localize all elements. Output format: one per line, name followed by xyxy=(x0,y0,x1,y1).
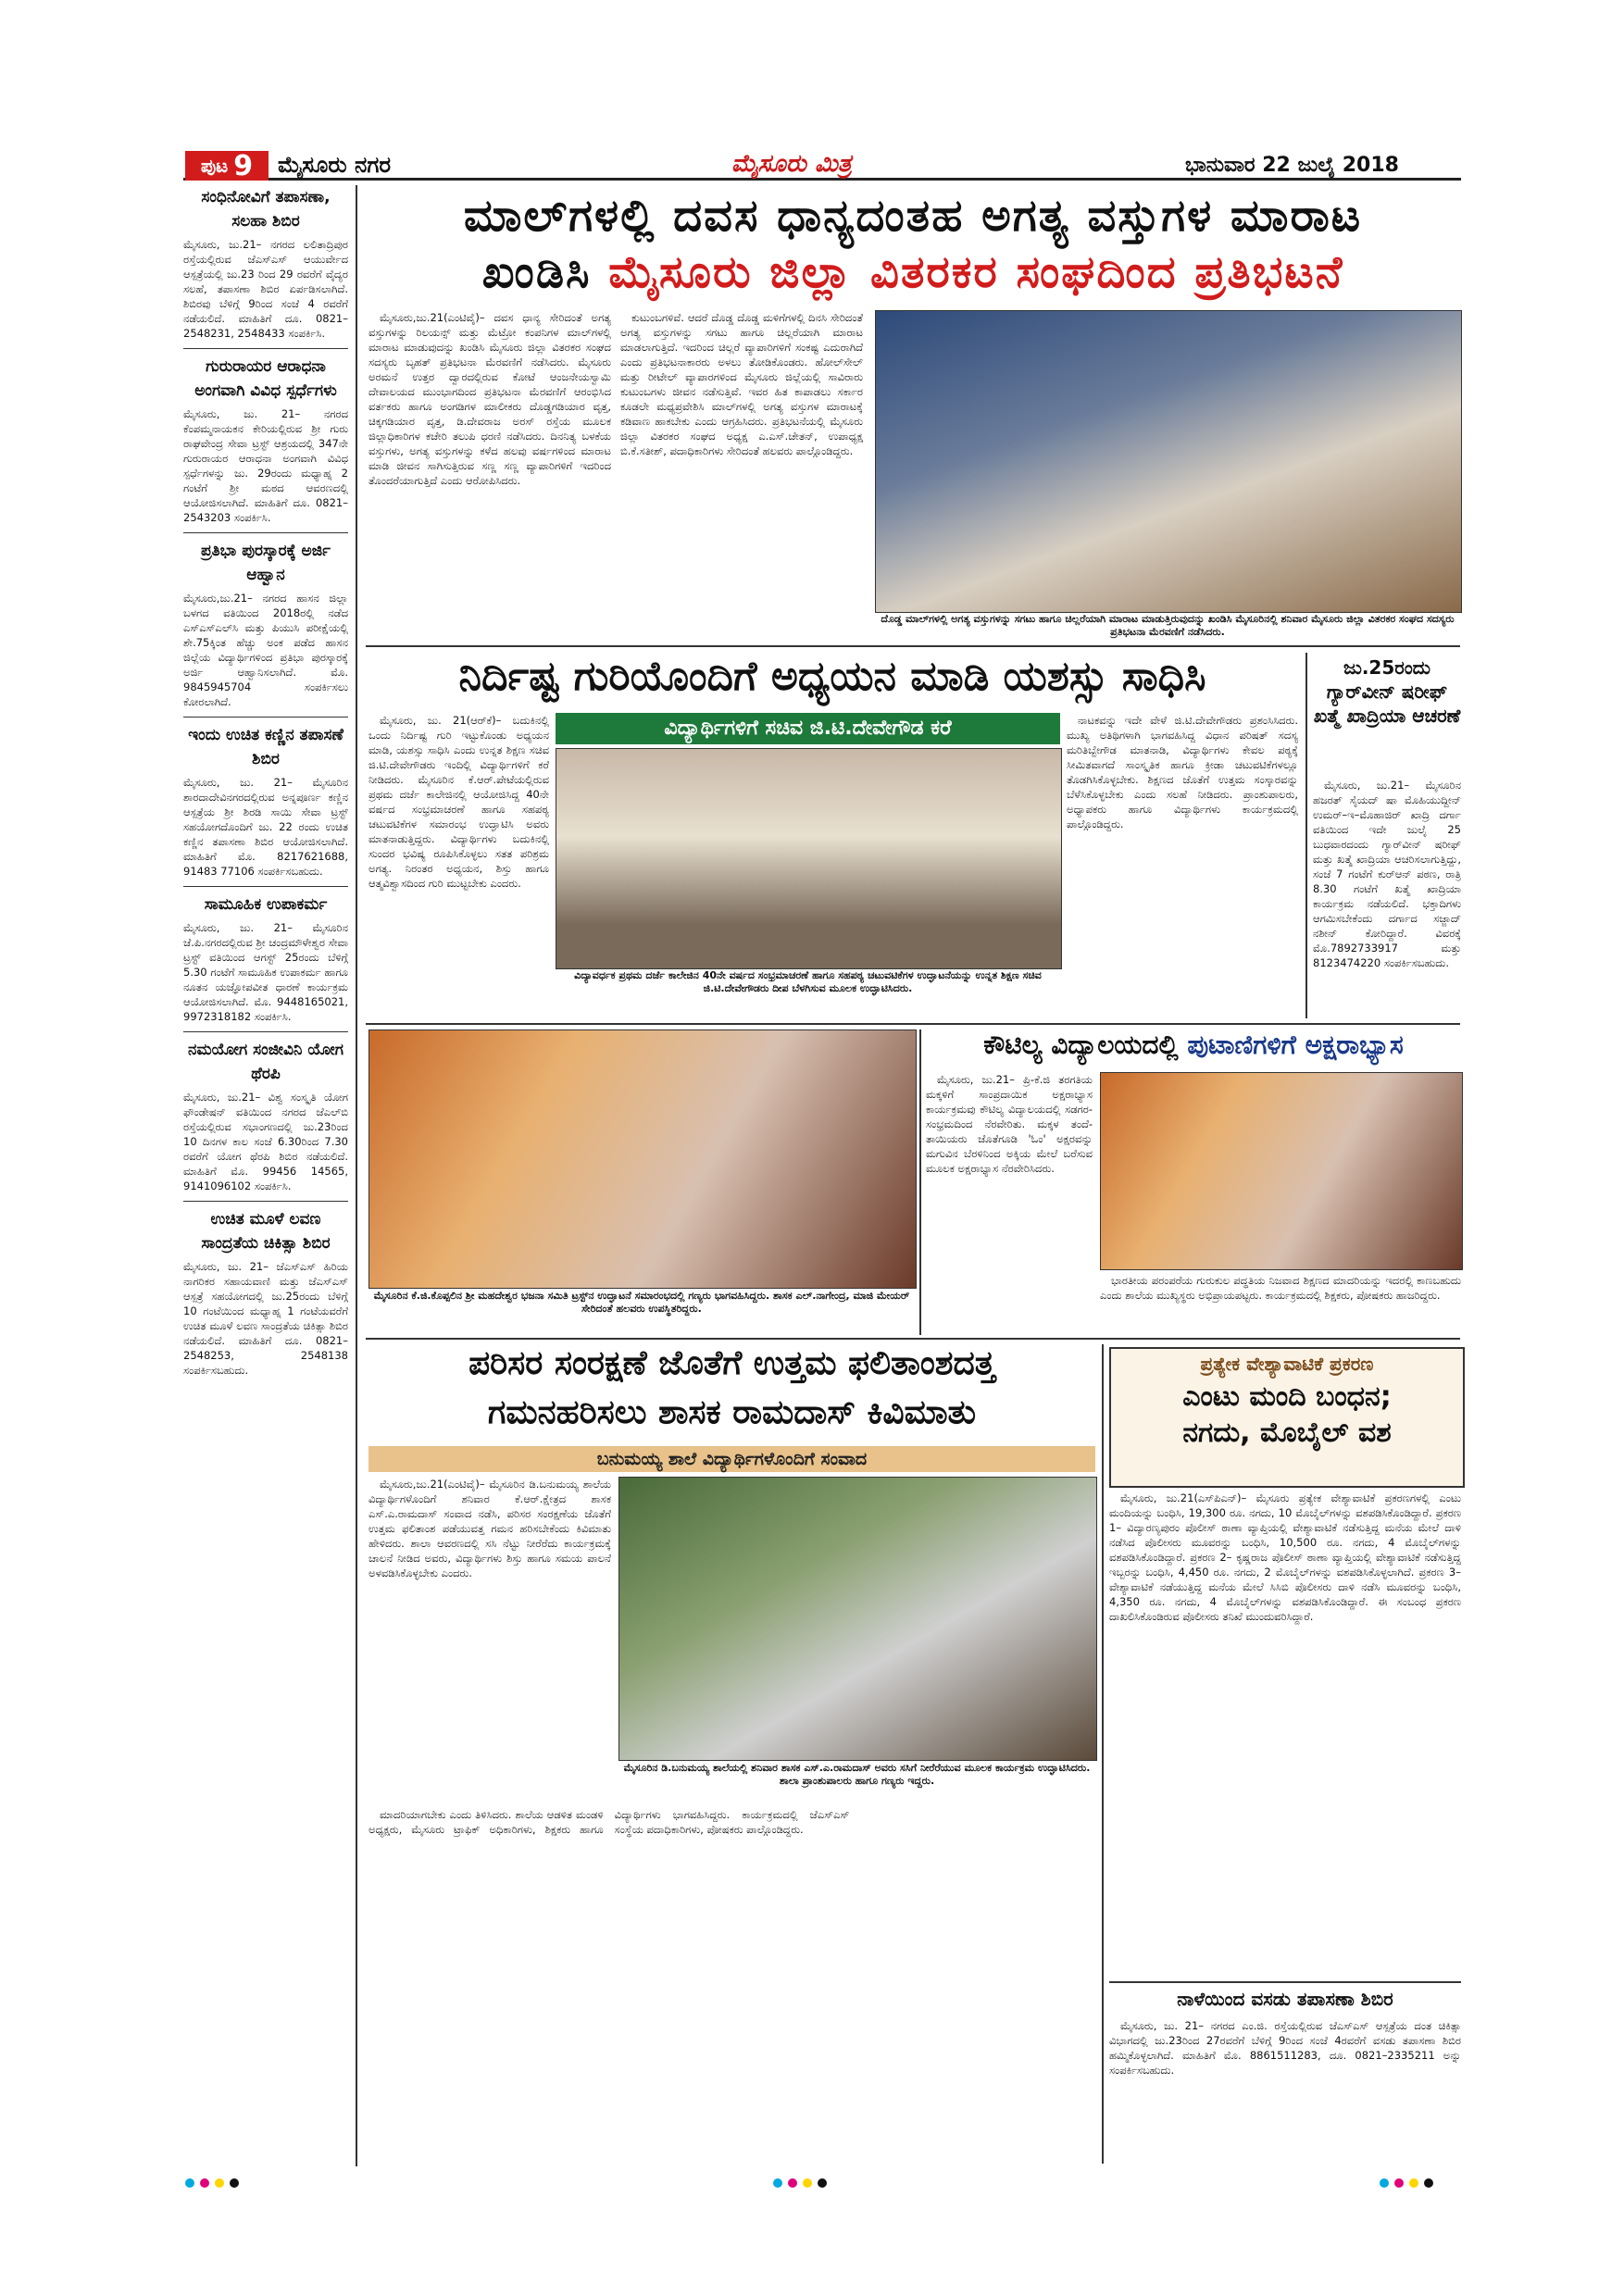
story5-headline-1: ಪರಿಸರ ಸಂರಕ್ಷಣೆ ಜೊತೆಗೆ ಉತ್ತಮ ಫಲಿತಾಂಶದತ್ತ xyxy=(468,1344,995,1382)
page-number-badge xyxy=(185,151,269,181)
story2-subhead-banner: ವಿದ್ಯಾರ್ಥಿಗಳಿಗೆ ಸಚಿವ ಜಿ.ಟಿ.ದೇವೇಗೌಡ ಕರೆ xyxy=(556,713,1060,744)
story5-subhead-banner: ಬನುಮಯ್ಯ ಶಾಲೆ ವಿದ್ಯಾರ್ಥಿಗಳೊಂದಿಗೆ ಸಂವಾದ xyxy=(369,1446,1095,1472)
story1-headline-2b: ಮೈಸೂರು ಜಿಲ್ಲಾ ವಿತರಕರ ಸಂಘದಿಂದ ಪ್ರತಿಭಟನೆ xyxy=(608,246,1344,298)
brief-bottom-body xyxy=(1109,2018,1461,2162)
brief-headline: ಉಚಿತ ಮೂಳೆ ಲವಣ ಸಾಂದ್ರತೆಯ ಚಿಕಿತ್ಸಾ ಶಿಬಿರ xyxy=(183,1201,348,1255)
brief-body: ಮೈಸೂರು, ಜು. 21– ಜೆಎಸ್‌ಎಸ್ ಹಿರಿಯ ನಾಗರಿಕರ ಸಹಾಯವಾಣಿ ಮತ್ತು ಜೆಎಸ್‌ಎಸ್ ಆಸ್ಪತ್ರೆ ಸಹಯೋಗದಲ್ಲಿ ಜು.25ರಂದು ಬೆಳಿಗ್ಗೆ 10 ಗಂಟೆಯಿಂದ ಮಧ್ಯಾಹ್ನ 1 ಗಂಟೆಯವರೆಗೆ ಉಚಿತ ಮೂಳೆ ಲವಣ ಸಾಂದ್ರತೆಯ ಚಿಕಿತ್ಸಾ ಶಿಬಿರ ನಡೆಯಲಿದೆ. ಮಾಹಿತಿಗೆ ದೂ. 0821–2548253, 2548138 ಸಂಪರ್ಕಿಸಬಹುದು. xyxy=(183,1260,348,1377)
brief-body: ಮೈಸೂರು, ಜು. 21– ಮೈಸೂರಿನ ಶಾರದಾದೇವಿನಗರದಲ್ಲಿರುವ ಅನ್ನಪೂರ್ಣ ಕಣ್ಣಿನ ಆಸ್ಪತ್ರೆಯ ಶ್ರೀ ಶಿರಡಿ ಸಾಯಿ ಸೇವಾ ಟ್ರಸ್ಟ್ ಸಹಯೋಗದೊಂದಿಗೆ ಜು. 22 ರಂದು ಉಚಿತ ಕಣ್ಣಿನ ತಪಾಸಣಾ ಶಿಬಿರ ಆಯೋಜಿಸಲಾಗಿದೆ. ಮಾಹಿತಿಗೆ ಮೊ. 8217621688, 91483 77106 ಸಂಪರ್ಕಿಸಬಹುದು. xyxy=(183,776,348,878)
story4-headline-a: ಕೌಟಿಲ್ಯ ವಿದ್ಯಾಲಯದಲ್ಲಿ xyxy=(983,1029,1179,1060)
story1-column-2 xyxy=(620,310,863,627)
story1-column-1 xyxy=(369,310,611,627)
brief-right-headline: ಜು.25ರಂದು ಗ್ಯಾರ್‌ವೀನ್ ಷರೀಫ್ ಖತ್ಮೆ ಖಾದ್ರಿಯಾ ಆಚರಣೆ xyxy=(1313,656,1461,727)
story4-headline xyxy=(926,1029,1461,1067)
column-divider xyxy=(356,185,357,2166)
story1-text-1: ಮೈಸೂರು,ಜು.21(ಎಂಟಿವೈ)– ದವಸ ಧಾನ್ಯ ಸೇರಿದಂತೆ ಅಗತ್ಯ ವಸ್ತುಗಳನ್ನು ರಿಲಯನ್ಸ್ ಮತ್ತು ಮೆಟ್ರೋ ಕಂಪನಿಗಳ ಮಾಲ್‌ಗಳಲ್ಲಿ ಮಾರಾಟ ಮಾಡುವುದನ್ನು ಖಂಡಿಸಿ ಮೈಸೂರು ಜಿಲ್ಲಾ ವಿತರಕರ ಸಂಘದ ಸದಸ್ಯರು ಬೃಹತ್ ಪ್ರತಿಭಟನಾ ಮೆರವಣಿಗೆ ನಡೆಸಿದರು. ಮೈಸೂರು ಅರಮನೆ ಉತ್ತರ ದ್ವಾರದಲ್ಲಿರುವ ಕೋಟೆ ಆಂಜನೇಯಸ್ವಾಮಿ ದೇವಾಲಯದ ಮುಂಭಾಗದಿಂದ ಪ್ರತಿಭಟನಾ ಮೆರವಣಿಗೆ ಆರಂಭಿಸಿದ ವರ್ತಕರು ಹಾಗೂ ಅಂಗಡಿಗಳ ಮಾಲೀಕರು ದೊಡ್ಡಗಡಿಯಾರ ವೃತ್ತ, ಚಿಕ್ಕಗಡಿಯಾರ ವೃತ್ತ, ಡಿ.ದೇವರಾಜ ಅರಸ್ ರಸ್ತೆಯ ಮೂಲಕ ಜಿಲ್ಲಾಧಿಕಾರಿಗಳ ಕಚೇರಿ ತಲುಪಿ ಧರಣಿ ನಡೆಸಿದರು. ದಿನನಿತ್ಯ ಬಳಕೆಯ ವಸ್ತುಗಳು, ಅಗತ್ಯ ವಸ್ತುಗಳನ್ನು ಕಳೆದ ಹಲವು ವರ್ಷಗಳಿಂದ ಮಾರಾಟ ಮಾಡಿ ಜೀವನ ಸಾಗಿಸುತ್ತಿರುವ ಸಣ್ಣ ಸಣ್ಣ ವ್ಯಾಪಾರಿಗಳಿಗೆ ಇದರಿಂದ ತೊಂದರೆಯಾಗುತ್ತಿದೆ ಎಂದು ಆರೋಪಿಸಿದರು. xyxy=(369,311,611,487)
story2-text-1: ಮೈಸೂರು, ಜು. 21(ಆರ್‌ಕೆ)– ಬದುಕಿನಲ್ಲಿ ಒಂದು ನಿರ್ದಿಷ್ಟ ಗುರಿ ಇಟ್ಟುಕೊಂಡು ಅಧ್ಯಯನ ಮಾಡಿ, ಯಶಸ್ಸು ಸಾಧಿಸಿ ಎಂದು ಉನ್ನತ ಶಿಕ್ಷಣ ಸಚಿವ ಜಿ.ಟಿ.ದೇವೇಗೌಡರು ಇಂದಿಲ್ಲಿ ವಿದ್ಯಾರ್ಥಿಗಳಿಗೆ ಕರೆ ನೀಡಿದರು. ಮೈಸೂರಿನ ಕೆ.ಆರ್.ಪೇಟೆಯಲ್ಲಿರುವ ಪ್ರಥಮ ದರ್ಜೆ ಕಾಲೇಜಿನಲ್ಲಿ ಆಯೋಜಿಸಿದ್ದ 40ನೇ ವರ್ಷದ ಸಂಭ್ರಮಾಚರಣೆ ಹಾಗೂ ಸಹಪಠ್ಯ ಚಟುವಟಿಕೆಗಳ ಸಮಾರಂಭ ಉದ್ಘಾಟಿಸಿ ಅವರು ಮಾತನಾಡುತ್ತಿದ್ದರು. ವಿದ್ಯಾರ್ಥಿಗಳು ಬದುಕಿನಲ್ಲಿ ಸುಂದರ ಭವಿಷ್ಯ ರೂಪಿಸಿಕೊಳ್ಳಲು ಸತತ ಪರಿಶ್ರಮ ಅಗತ್ಯ. ನಿರಂತರ ಅಧ್ಯಯನ, ಶಿಸ್ತು ಹಾಗೂ ಆತ್ಮವಿಶ್ವಾಸದಿಂದ ಗುರಿ ಮುಟ್ಟಬೇಕು ಎಂದರು. xyxy=(369,714,549,890)
story2-photo-caption: ವಿದ್ಯಾವರ್ಧಕ ಪ್ರಥಮ ದರ್ಜೆ ಕಾಲೇಜಿನ 40ನೇ ವರ್ಷದ ಸಂಭ್ರಮಾಚರಣೆ ಹಾಗೂ ಸಹಪಠ್ಯ ಚಟುವಟಿಕೆಗಳ ಉದ್ಘಾಟನೆಯನ್ನು ಉನ್ನತ ಶಿಕ್ಷಣ ಸಚಿವ ಜಿ.ಟಿ.ದೇವೇಗೌಡರು ದೀಪ ಬೆಳಗಿಸುವ ಮೂಲಕ ಉದ್ಘಾಟಿಸಿದರು. xyxy=(574,969,1042,994)
story-divider xyxy=(1109,1981,1461,1983)
brief-headline: ಸಾಮೂಹಿಕ ಉಪಾಕರ್ಮ xyxy=(183,886,348,917)
brief-right-text: ಮೈಸೂರು, ಜು.21– ಮೈಸೂರಿನ ಹಜರತ್ ಸೈಯದ್ ಷಾ ಮೊಹಿಯುದ್ದೀನ್ ಉಮರ್–ಇ–ಮೊಹಾಜಿರ್ ಖಾದ್ರಿ ದರ್ಗಾ ವತಿಯಿಂದ ಇದೇ ಜುಲೈ 25 ಬುಧವಾರದಂದು ಗ್ಯಾರ್‌ವೀನ್ ಷರೀಫ್ ಮತ್ತು ಖತ್ಮೆ ಖಾದ್ರಿಯಾ ಆಚರಿಸಲಾಗುತ್ತಿದ್ದು, ಸಂಜೆ 7 ಗಂಟೆಗೆ ಕುರ್‌ಆನ್ ಪಠಣ, ರಾತ್ರಿ 8.30 ಗಂಟೆಗೆ ಖತ್ಮೆ ಖಾದ್ರಿಯಾ ಕಾರ್ಯಕ್ರಮ ನಡೆಯಲಿದೆ. ಭಕ್ತಾದಿಗಳು ಆಗಮಿಸಬೇಕೆಂದು ದರ್ಗಾದ ಸಜ್ಜಾದ್ ನಶೀನ್ ಕೋರಿದ್ದಾರೆ. ವಿವರಕ್ಕೆ ಮೊ.7892733917 ಮತ್ತು 8123474220 ಸಂಪರ್ಕಿಸಬಹುದು. xyxy=(1313,779,1461,969)
story2-event-photo xyxy=(556,748,1062,969)
story1-headline-1: ಮಾಲ್‌ಗಳಲ್ಲಿ ದವಸ ಧಾನ್ಯದಂತಹ ಅಗತ್ಯ ವಸ್ತುಗಳ ಮಾರಾಟ xyxy=(463,190,1363,242)
story-divider xyxy=(366,1338,1460,1340)
masthead-logo: ಮೈಸೂರು ಮಿತ್ರ xyxy=(731,150,852,178)
story4-akshara-photo xyxy=(1100,1072,1463,1270)
story1-protest-photo xyxy=(875,310,1462,613)
story3-group-photo xyxy=(369,1029,917,1289)
brief-headline: ಇಂದು ಉಚಿತ ಕಣ್ಣಿನ ತಪಾಸಣೆ ಶಿಬಿರ xyxy=(183,717,348,771)
story4-headline-b: ಪುಟಾಣಿಗಳಿಗೆ ಅಕ್ಷರಾಭ್ಯಾಸ xyxy=(1187,1029,1404,1060)
brief-headline: ಸಂಧಿನೋವಿಗೆ ತಪಾಸಣಾ, ಸಲಹಾ ಶಿಬಿರ xyxy=(201,188,331,231)
story4-text-2: ಭಾರತೀಯ ಪರಂಪರೆಯ ಗುರುಕುಲ ಪದ್ಧತಿಯ ನಿಜವಾದ ಶಿಕ್ಷಣದ ಮಾದರಿಯನ್ನು ಇದರಲ್ಲಿ ಕಾಣಬಹುದು ಎಂದು ಶಾಲೆಯ ಮುಖ್ಯಸ್ಥರು ಅಭಿಪ್ರಾಯಪಟ್ಟರು. ಕಾರ್ಯಕ್ರಮದಲ್ಲಿ ಶಿಕ್ಷಕರು, ಪೋಷಕರು ಹಾಜರಿದ್ದರು. xyxy=(1100,1274,1461,1302)
section-title: ಮೈಸೂರು ನಗರ xyxy=(278,152,392,178)
brief-body: ಮೈಸೂರು,ಜು.21– ನಗರದ ಹಾಸನ ಜಿಲ್ಲಾ ಬಳಗದ ವತಿಯಿಂದ 2018ರಲ್ಲಿ ನಡೆದ ಎಸ್‌ಎಸ್‌ಎಲ್‌ಸಿ ಮತ್ತು ಪಿಯುಸಿ ಪರೀಕ್ಷೆಯಲ್ಲಿ ಶೇ.75ಕ್ಕಿಂತ ಹೆಚ್ಚು ಅಂಕ ಪಡೆದ ಹಾಸನ ಜಿಲ್ಲೆಯ ವಿದ್ಯಾರ್ಥಿಗಳಿಂದ ಪ್ರತಿಭಾ ಪುರಸ್ಕಾರಕ್ಕೆ ಅರ್ಜಿ ಆಹ್ವಾನಿಸಲಾಗಿದೆ. ಮೊ. 9845945704 ಸಂಪರ್ಕಿಸಲು ಕೋರಲಾಗಿದೆ. xyxy=(183,592,348,708)
story4-text-1: ಮೈಸೂರು, ಜು.21– ಪ್ರಿ-ಕೆ.ಜಿ ತರಗತಿಯ ಮಕ್ಕಳಿಗೆ ಸಾಂಪ್ರದಾಯಿಕ ಅಕ್ಷರಾಭ್ಯಾಸ ಕಾರ್ಯಕ್ರಮವು ಕೌಟಿಲ್ಯ ವಿದ್ಯಾಲಯದಲ್ಲಿ ಸಡಗರ-ಸಂಭ್ರಮದಿಂದ ನೆರವೇರಿತು. ಮಕ್ಕಳ ತಂದೆ-ತಾಯಿಯರು ಜೊತೆಗೂಡಿ 'ಓಂ' ಅಕ್ಷರವನ್ನು ಮಗುವಿನ ಬೆರಳಿನಿಂದ ಅಕ್ಕಿಯ ಮೇಲೆ ಬರೆಸುವ ಮೂಲಕ ಅಕ್ಷರಾಭ್ಯಾಸ ನೆರವೇರಿಸಿದರು. xyxy=(926,1073,1093,1175)
story4-column-1 xyxy=(926,1072,1093,1294)
print-registration-marks xyxy=(1380,2174,1439,2191)
column-divider xyxy=(1305,653,1307,1018)
story2-column-2 xyxy=(1067,713,1298,1018)
brief-headline: ಗುರುರಾಯರ ಆರಾಧನಾ ಅಂಗವಾಗಿ ವಿವಿಧ ಸ್ಪರ್ಧೆಗಳು xyxy=(183,348,348,403)
story6-headline-1: ಎಂಟು ಮಂದಿ ಬಂಧನ; xyxy=(1182,1380,1392,1413)
brief-right-body xyxy=(1313,778,1461,1018)
story2-text-2: ನಾಟಕವನ್ನು ಇದೇ ವೇಳೆ ಜಿ.ಟಿ.ದೇವೇಗೌಡರು ಪ್ರಶಂಸಿಸಿದರು. ಮುಖ್ಯ ಅತಿಥಿಗಳಾಗಿ ಭಾಗವಹಿಸಿದ್ದ ವಿಧಾನ ಪರಿಷತ್ ಸದಸ್ಯ ಮರಿತಿಬ್ಬೇಗೌಡ ಮಾತನಾಡಿ, ವಿದ್ಯಾರ್ಥಿಗಳು ಕೇವಲ ಪಠ್ಯಕ್ಕೆ ಸೀಮಿತವಾಗದೆ ಸಾಂಸ್ಕೃತಿಕ ಹಾಗೂ ಕ್ರೀಡಾ ಚಟುವಟಿಕೆಗಳಲ್ಲೂ ತೊಡಗಿಸಿಕೊಳ್ಳಬೇಕು. ಶಿಕ್ಷಣದ ಜೊತೆಗೆ ಉತ್ತಮ ಸಂಸ್ಕಾರವನ್ನು ಬೆಳೆಸಿಕೊಳ್ಳಬೇಕು ಎಂದು ಸಲಹೆ ನೀಡಿದರು. ಪ್ರಾಂಶುಪಾಲರು, ಅಧ್ಯಾಪಕರು ಹಾಗೂ ವಿದ್ಯಾರ್ಥಿಗಳು ಕಾರ್ಯಕ್ರಮದಲ್ಲಿ ಪಾಲ್ಗೊಂಡಿದ್ದರು. xyxy=(1067,714,1298,830)
story6-kicker: ಪ್ರತ್ಯೇಕ ವೇಶ್ಯಾವಾಟಿಕೆ ಪ್ರಕರಣ xyxy=(1200,1353,1374,1375)
print-registration-marks xyxy=(185,2174,244,2191)
brief-bottom-text: ಮೈಸೂರು, ಜು. 21– ನಗರದ ಎಂ.ಜಿ. ರಸ್ತೆಯಲ್ಲಿರುವ ಜೆಎಸ್‌ಎಸ್ ಆಸ್ಪತ್ರೆಯ ದಂತ ಚಿಕಿತ್ಸಾ ವಿಭಾಗದಲ್ಲಿ ಜು.23ರಿಂದ 27ರವರೆಗೆ ಬೆಳಿಗ್ಗೆ 9ರಿಂದ ಸಂಜೆ 4ರವರೆಗೆ ವಸಡು ತಪಾಸಣಾ ಶಿಬಿರ ಹಮ್ಮಿಕೊಳ್ಳಲಾಗಿದೆ. ಮಾಹಿತಿಗೆ ಮೊ. 8861511283, ದೂ. 0821–2335211 ಅನ್ನು ಸಂಪರ್ಕಿಸಬಹುದು. xyxy=(1109,2019,1461,2077)
story5-planting-photo xyxy=(618,1477,1097,1761)
story1-text-2: ಕುಟುಂಬಗಳಿವೆ. ಆದರೆ ದೊಡ್ಡ ದೊಡ್ಡ ಮಳಿಗೆಗಳಲ್ಲಿ ದಿನಸಿ ಸೇರಿದಂತೆ ಅಗತ್ಯ ವಸ್ತುಗಳನ್ನು ಸಗಟು ಹಾಗೂ ಚಿಲ್ಲರೆಯಾಗಿ ಮಾರಾಟ ಮಾಡಲಾಗುತ್ತಿದೆ. ಇದರಿಂದ ಚಿಲ್ಲರೆ ವ್ಯಾಪಾರಿಗಳಿಗೆ ಸಂಕಷ್ಟ ಎದುರಾಗಿದೆ ಎಂದು ಪ್ರತಿಭಟನಾಕಾರರು ಅಳಲು ತೋಡಿಕೊಂಡರು. ಹೋಲ್‌ಸೇಲ್ ಮತ್ತು ರೀಟೇಲ್ ವ್ಯಾಪಾರಗಳಿಂದ ಮೈಸೂರು ಜಿಲ್ಲೆಯಲ್ಲಿ ಸಾವಿರಾರು ಕುಟುಂಬಗಳು ಜೀವನ ನಡೆಸುತ್ತಿವೆ. ಇವರ ಹಿತ ಕಾಪಾಡಲು ಸರ್ಕಾರ ಕೂಡಲೇ ಮಧ್ಯಪ್ರವೇಶಿಸಿ ಮಾಲ್‌ಗಳಲ್ಲಿ ಅಗತ್ಯ ವಸ್ತುಗಳ ಮಾರಾಟಕ್ಕೆ ಕಡಿವಾಣ ಹಾಕಬೇಕು ಎಂದು ಆಗ್ರಹಿಸಿದರು. ಪ್ರತಿಭಟನೆಯಲ್ಲಿ ಮೈಸೂರು ಜಿಲ್ಲಾ ವಿತರಕರ ಸಂಘದ ಅಧ್ಯಕ್ಷ ಎ.ಎಸ್.ಚೇತನ್, ಉಪಾಧ್ಯಕ್ಷ ಬಿ.ಕೆ.ಸತೀಶ್, ಪದಾಧಿಕಾರಿಗಳು ಸೇರಿದಂತೆ ಹಲವರು ಪಾಲ್ಗೊಂಡಿದ್ದರು. xyxy=(620,311,863,457)
story-divider xyxy=(366,1023,1460,1025)
print-registration-marks xyxy=(773,2174,832,2191)
story6-headline-2: ನಗದು, ಮೊಬೈಲ್ ವಶ xyxy=(1182,1416,1392,1449)
story5-text-1: ಮೈಸೂರು,ಜು.21(ಎಂಟಿವೈ)– ಮೈಸೂರಿನ ಡಿ.ಬನುಮಯ್ಯ ಶಾಲೆಯ ವಿದ್ಯಾರ್ಥಿಗಳೊಂದಿಗೆ ಶನಿವಾರ ಕೆ.ಆರ್.ಕ್ಷೇತ್ರದ ಶಾಸಕ ಎಸ್.ಎ.ರಾಮದಾಸ್ ಸಂವಾದ ನಡೆಸಿ, ಪರಿಸರ ಸಂರಕ್ಷಣೆಯ ಜೊತೆಗೆ ಉತ್ತಮ ಫಲಿತಾಂಶ ಪಡೆಯುವತ್ತ ಗಮನ ಹರಿಸಬೇಕೆಂದು ಕಿವಿಮಾತು ಹೇಳಿದರು. ಶಾಲಾ ಆವರಣದಲ್ಲಿ ಸಸಿ ನೆಟ್ಟು ನೀರೆರೆದು ಕಾರ್ಯಕ್ರಮಕ್ಕೆ ಚಾಲನೆ ನೀಡಿದ ಅವರು, ವಿದ್ಯಾರ್ಥಿಗಳು ಶಿಸ್ತು ಹಾಗೂ ಸಮಯ ಪಾಲನೆ ಅಳವಡಿಸಿಕೊಳ್ಳಬೇಕು ಎಂದರು. xyxy=(369,1478,611,1579)
story6-body xyxy=(1109,1491,1461,1972)
story5-column-1 xyxy=(369,1477,611,1801)
column-divider xyxy=(919,1029,921,1335)
story-divider xyxy=(366,645,1460,647)
brief-bottom-headline: ನಾಳೆಯಿಂದ ವಸಡು ತಪಾಸಣಾ ಶಿಬಿರ xyxy=(1177,1988,1393,2010)
story2-headline: ನಿರ್ದಿಷ್ಟ ಗುರಿಯೊಂದಿಗೆ ಅಧ್ಯಯನ ಮಾಡಿ ಯಶಸ್ಸು ಸಾಧಿಸಿ xyxy=(458,653,1206,700)
story6-headline-box xyxy=(1109,1347,1465,1488)
column-divider xyxy=(1102,1344,1104,2164)
story3-photo-caption: ಮೈಸೂರಿನ ಕೆ.ಜಿ.ಕೊಪ್ಪಲಿನ ಶ್ರೀ ಮಹದೇಶ್ವರ ಭಜನಾ ಸಮಿತಿ ಟ್ರಸ್ಟ್‌ನ ಉದ್ಘಾಟನೆ ಸಮಾರಂಭದಲ್ಲಿ ಗಣ್ಯರು ಭಾಗವಹಿಸಿದ್ದರು. ಶಾಸಕ ಎಲ್.ನಾಗೇಂದ್ರ, ಮಾಜಿ ಮೇಯರ್ ಸೇರಿದಂತೆ ಹಲವರು ಉಪಸ್ಥಿತರಿದ್ದರು. xyxy=(373,1290,910,1315)
story1-photo-caption: ದೊಡ್ಡ ಮಾಲ್‌ಗಳಲ್ಲಿ ಅಗತ್ಯ ವಸ್ತುಗಳನ್ನು ಸಗಟು ಹಾಗೂ ಚಿಲ್ಲರೆಯಾಗಿ ಮಾರಾಟ ಮಾಡುತ್ತಿರುವುದನ್ನು ಖಂಡಿಸಿ ಮೈಸೂರಿನಲ್ಲಿ ಶನಿವಾರ ಮೈಸೂರು ಜಿಲ್ಲಾ ವಿತರಕರ ಸಂಘದ ಸದಸ್ಯರು ಪ್ರತಿಭಟನಾ ಮೆರವಣಿಗೆ ನಡೆಸಿದರು. xyxy=(881,613,1455,638)
page-label: ಪುಟ xyxy=(200,155,229,177)
brief-body: ಮೈಸೂರು, ಜು.21– ವಿಶ್ವ ಸಂಸ್ಕೃತಿ ಯೋಗ ಫೌಂಡೇಷನ್ ವತಿಯಿಂದ ನಗರದ ಜೆಎಲ್‌ಬಿ ರಸ್ತೆಯಲ್ಲಿರುವ ಸಭಾಂಗಣದಲ್ಲಿ ಜು.23ರಿಂದ 10 ದಿನಗಳ ಕಾಲ ಸಂಜೆ 6.30ರಿಂದ 7.30 ರವರೆಗೆ ಯೋಗ ಥೆರಪಿ ಶಿಬಿರ ನಡೆಯಲಿದೆ. ಮಾಹಿತಿಗೆ ಮೊ. 99456 14565, 9141096102 ಸಂಪರ್ಕಿಸಿ. xyxy=(183,1091,348,1192)
brief-body: ಮೈಸೂರು, ಜು. 21– ನಗರದ ಕೆಂಪಮ್ಮನಾಯಕನ ಕೇರಿಯಲ್ಲಿರುವ ಶ್ರೀ ಗುರು ರಾಘವೇಂದ್ರ ಸೇವಾ ಟ್ರಸ್ಟ್ ಆಶ್ರಯದಲ್ಲಿ 347ನೇ ಗುರುರಾಯರ ಆರಾಧನಾ ಅಂಗವಾಗಿ ವಿವಿಧ ಸ್ಪರ್ಧೆಗಳನ್ನು ಜು. 29ರಂದು ಮಧ್ಯಾಹ್ನ 2 ಗಂಟೆಗೆ ಶ್ರೀ ಮಠದ ಆವರಣದಲ್ಲಿ ಆಯೋಜಿಸಲಾಗಿದೆ. ಮಾಹಿತಿಗೆ ದೂ. 0821–2543203 ಸಂಪರ್ಕಿಸಿ. xyxy=(183,407,348,524)
brief-headline: ಪ್ರತಿಭಾ ಪುರಸ್ಕಾರಕ್ಕೆ ಅರ್ಜಿ ಆಹ್ವಾನ xyxy=(183,532,348,587)
story1-headline-2a: ಖಂಡಿಸಿ xyxy=(481,246,592,298)
left-briefs-column xyxy=(183,185,348,2166)
story4-column-2 xyxy=(1100,1273,1461,1333)
story1-headline-2 xyxy=(366,246,1460,302)
brief-body: ಮೈಸೂರು, ಜು.21– ನಗರದ ಲಲಿತಾದ್ರಿಪುರ ರಸ್ತೆಯಲ್ಲಿರುವ ಜೆಎಸ್‌ಎಸ್ ಆಯುರ್ವೇದ ಆಸ್ಪತ್ರೆಯಲ್ಲಿ ಜು.23 ರಿಂದ 29 ರವರೆಗೆ ವೈದ್ಯರ ಸಲಹೆ, ತಪಾಸಣಾ ಶಿಬಿರ ಏರ್ಪಡಿಸಲಾಗಿದೆ. ಶಿಬಿರವು ಬೆಳಿಗ್ಗೆ 9ರಿಂದ ಸಂಜೆ 4 ರವರೆಗೆ ನಡೆಯಲಿದೆ. ಮಾಹಿತಿಗೆ ದೂ. 0821–2548231, 2548433 ಸಂಪರ್ಕಿಸಿ. xyxy=(183,238,348,340)
story5-headline-2: ಗಮನಹರಿಸಲು ಶಾಸಕ ರಾಮದಾಸ್ ಕಿವಿಮಾತು xyxy=(487,1393,977,1431)
story5-photo-caption: ಮೈಸೂರಿನ ಡಿ.ಬನುಮಯ್ಯ ಶಾಲೆಯಲ್ಲಿ ಶನಿವಾರ ಶಾಸಕ ಎಸ್.ಎ.ರಾಮದಾಸ್ ಅವರು ಸಸಿಗೆ ನೀರೆರೆಯುವ ಮೂಲಕ ಕಾರ್ಯಕ್ರಮ ಉದ್ಘಾಟಿಸಿದರು. ಶಾಲಾ ಪ್ರಾಂಶುಪಾಲರು ಹಾಗೂ ಗಣ್ಯರು ಇದ್ದರು. xyxy=(623,1762,1091,1787)
story5-text-2: ಮಾದರಿಯಾಗಬೇಕು ಎಂದು ತಿಳಿಸಿದರು. ಶಾಲೆಯ ಆಡಳಿತ ಮಂಡಳಿ ಅಧ್ಯಕ್ಷರು, ಮೈಸೂರು ಟ್ರಾಫಿಕ್ ಅಧಿಕಾರಿಗಳು, ಶಿಕ್ಷಕರು ಹಾಗೂ ವಿದ್ಯಾರ್ಥಿಗಳು ಭಾಗವಹಿಸಿದ್ದರು. ಕಾರ್ಯಕ್ರಮದಲ್ಲಿ ಜೆಎಸ್‌ಎಸ್ ಸಂಸ್ಥೆಯ ಪದಾಧಿಕಾರಿಗಳು, ಪೋಷಕರು ಪಾಲ್ಗೊಂಡಿದ್ದರು. xyxy=(369,1808,850,1836)
story6-text: ಮೈಸೂರು, ಜು.21(ಎಸ್‌ಪಿಎನ್)– ಮೈಸೂರು ಪ್ರತ್ಯೇಕ ವೇಶ್ಯಾವಾಟಿಕೆ ಪ್ರಕರಣಗಳಲ್ಲಿ ಎಂಟು ಮಂದಿಯನ್ನು ಬಂಧಿಸಿ, 19,300 ರೂ. ನಗದು, 10 ಮೊಬೈಲ್‌ಗಳನ್ನು ವಶಪಡಿಸಿಕೊಂಡಿದ್ದಾರೆ. ಪ್ರಕರಣ 1– ವಿದ್ಯಾರಣ್ಯಪುರಂ ಪೊಲೀಸ್ ಠಾಣಾ ವ್ಯಾಪ್ತಿಯಲ್ಲಿ ವೇಶ್ಯಾವಾಟಿಕೆ ನಡೆಸುತ್ತಿದ್ದ ಮನೆಯ ಮೇಲೆ ದಾಳಿ ನಡೆಸಿದ ಪೊಲೀಸರು ಮೂವರನ್ನು ಬಂಧಿಸಿ, 10,500 ರೂ. ನಗದು, 4 ಮೊಬೈಲ್‌ಗಳನ್ನು ವಶಪಡಿಸಿಕೊಂಡಿದ್ದಾರೆ. ಪ್ರಕರಣ 2– ಕೃಷ್ಣರಾಜ ಪೊಲೀಸ್ ಠಾಣಾ ವ್ಯಾಪ್ತಿಯಲ್ಲಿ ವೇಶ್ಯಾವಾಟಿಕೆ ನಡೆಸುತ್ತಿದ್ದ ಇಬ್ಬರನ್ನು ಬಂಧಿಸಿ, 4,450 ರೂ. ನಗದು, 2 ಮೊಬೈಲ್‌ಗಳನ್ನು ವಶಪಡಿಸಿಕೊಳ್ಳಲಾಗಿದೆ. ಪ್ರಕರಣ 3– ವೇಶ್ಯಾವಾಟಿಕೆ ನಡೆಯುತ್ತಿದ್ದ ಮನೆಯ ಮೇಲೆ ಸಿಸಿಬಿ ಪೊಲೀಸರು ದಾಳಿ ನಡೆಸಿ ಮೂವರನ್ನು ಬಂಧಿಸಿ, 4,350 ರೂ. ನಗದು, 4 ಮೊಬೈಲ್‌ಗಳನ್ನು ವಶಪಡಿಸಿಕೊಂಡಿದ್ದಾರೆ. ಈ ಸಂಬಂಧ ಪ್ರಕರಣ ದಾಖಲಿಸಿಕೊಂಡಿರುವ ಪೊಲೀಸರು ತನಿಖೆ ಮುಂದುವರಿಸಿದ್ದಾರೆ. xyxy=(1109,1491,1461,1623)
brief-headline: ನಮಯೋಗ ಸಂಜೀವಿನಿ ಯೋಗ ಥೆರಪಿ xyxy=(183,1031,348,1086)
page-number: 9 xyxy=(233,149,254,182)
brief-body: ಮೈಸೂರು, ಜು. 21– ಮೈಸೂರಿನ ಜೆ.ಪಿ.ನಗರದಲ್ಲಿರುವ ಶ್ರೀ ಚಂದ್ರಮೌಳೇಶ್ವರ ಸೇವಾ ಟ್ರಸ್ಟ್ ವತಿಯಿಂದ ಆಗಸ್ಟ್ 25ರಂದು ಬೆಳಿಗ್ಗೆ 5.30 ಗಂಟೆಗೆ ಸಾಮೂಹಿಕ ಉಪಾಕರ್ಮ ಹಾಗೂ ನೂತನ ಯಜ್ಞೋಪವೀತ ಧಾರಣೆ ಕಾರ್ಯಕ್ರಮ ಆಯೋಜಿಸಲಾಗಿದೆ. ಮೊ. 9448165021, 9972318182 ಸಂಪರ್ಕಿಸಿ. xyxy=(183,921,348,1023)
issue-date: ಭಾನುವಾರ 22 ಜುಲೈ 2018 xyxy=(1185,154,1399,177)
story5-column-2 xyxy=(369,1807,1095,2159)
story2-column-1 xyxy=(369,713,549,991)
